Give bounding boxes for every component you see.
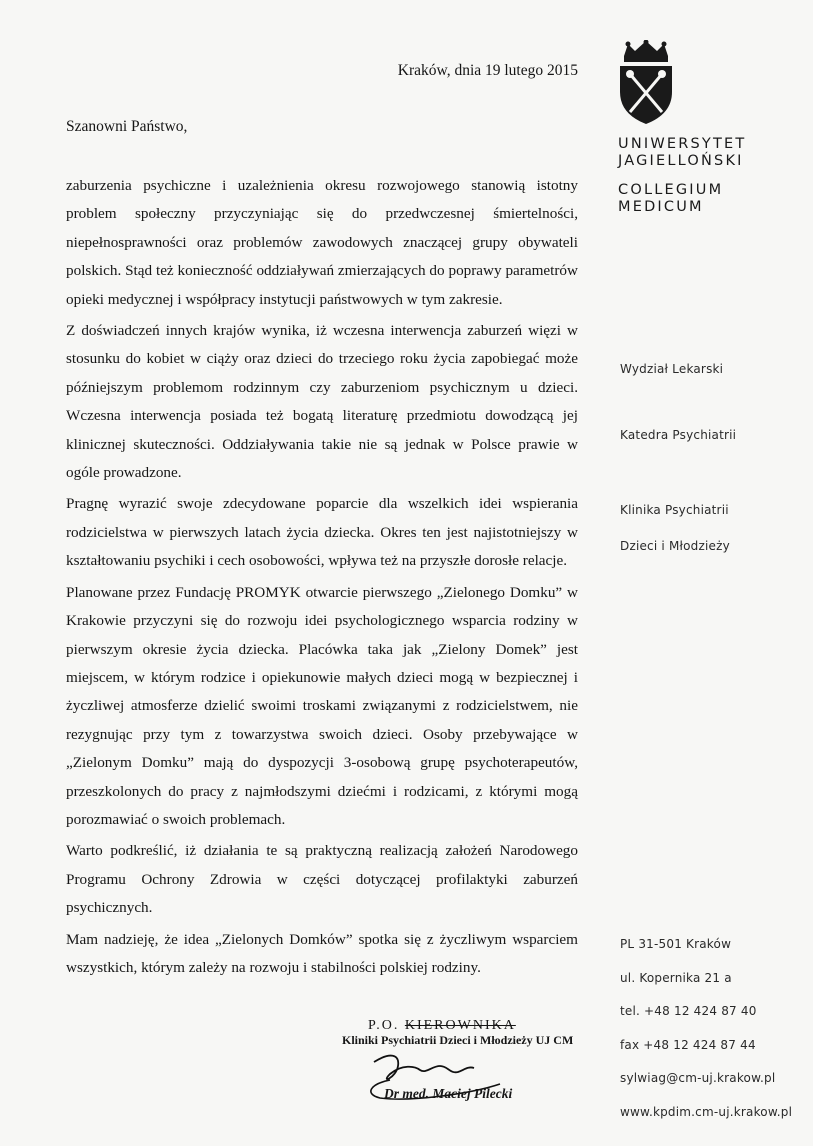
faculty-label: Wydział Lekarski <box>620 362 724 376</box>
signatory-name: Dr med. Maciej Pilecki <box>384 1086 513 1101</box>
contact-street: ul. Kopernika 21 a <box>620 970 732 985</box>
clinic-label <box>620 492 730 564</box>
contact-postal: PL 31-501 Kraków <box>620 937 732 951</box>
university-line-1: UNIWERSYTET <box>618 136 747 152</box>
stamp-struck-text: KIEROWNIKA <box>404 1018 516 1033</box>
clinic-line-1: Klinika Psychiatrii <box>620 503 729 517</box>
paragraph-4: Planowane przez Fundację PROMYK otwarcie pierwszego „Zielonego Domku” w Krakowie przyczyni się do rozwoju idei psychologicznego wsparcia rodziny w pierwszym okresie życia dziecka. Placówka taka jak „Zielony Domek” jest miejscem, w którym rodzice i opiekunowie małych dzieci mogą w bezpiecznej i życzliwej atmosferze dzielić swoimi troskami związanymi z rodzicielstwem, nie rezygnując przy tym z towarzystwa swoich dzieci. Osoby przebywające w „Zielonym Domku” mają do dyspozycji 3-osobową grupę psychoterapeutów, przeszkolonych do pracy z najmłodszymi dziećmi i rodzicami, z którymi mogą porozmawiać o swoich problemach. <box>66 583 578 828</box>
university-line-2: JAGIELLOŃSKI <box>618 153 744 169</box>
department-label: Katedra Psychiatrii <box>620 428 737 442</box>
paragraph-3: Pragnę wyrazić swoje zdecydowane poparcie dla wszelkich idei wspierania rodzicielstwa w pierwszych latach życia dziecka. Okres ten jest najistotniejszy w kształtowaniu psychiki i cech osobowości, wpływa też na przyszłe dorosłe relacje. <box>66 495 578 570</box>
contact-block <box>620 928 792 1129</box>
paragraph-2: Z doświadczeń innych krajów wynika, iż wczesna interwencja zaburzeń więzi w stosunku do kobiet w ciąży oraz dzieci do trzeciego roku życia zapobiegać może późniejszym problemom rodzinnym czy zaburzeniom psychicznym u dzieci. Wczesna interwencja posiada też bogatą literaturę przedmiotu dowodzącą jej klinicznej skuteczności. Oddziaływania takie nie są jednak w Polsce prawie w ogóle prowadzone. <box>66 322 578 482</box>
university-name <box>618 136 746 216</box>
paragraph-5: Warto podkreślić, iż działania te są praktyczną realizacją założeń Narodowego Programu Ochrony Zdrowia w części dotyczącej profilaktyki zaburzeń psychicznych. <box>66 842 578 917</box>
paragraph-1: zaburzenia psychiczne i uzależnienia okresu rozwojowego stanowią istotny problem społeczny przyczyniając się do przedwczesnej śmiertelności, niepełnosprawności oraz problemów zawodowych znaczącej grupy obywateli polskich. Stąd też konieczność oddziaływań zmierzających do poprawy parametrów opieki medycznej i współpracy instytucji państwowych w tym zakresie. <box>66 177 578 308</box>
letter-greeting: Szanowni Państwo, <box>66 118 188 135</box>
letter-date: Kraków, dnia 19 lutego 2015 <box>397 62 578 79</box>
stamp-clinic: Kliniki Psychiatrii Dzieci i Młodzieży UJ CM <box>342 1033 574 1047</box>
contact-fax: fax +48 12 424 87 44 <box>620 1037 756 1052</box>
university-crest-icon <box>618 40 674 124</box>
stamp-title <box>368 1018 516 1034</box>
contact-tel: tel. +48 12 424 87 40 <box>620 1004 757 1018</box>
letter-body <box>66 172 578 985</box>
contact-email: sylwiag@cm-uj.krakow.pl <box>620 1071 776 1085</box>
college-line-1: COLLEGIUM <box>618 182 724 198</box>
signature-stamp <box>340 1016 580 1111</box>
contact-www: www.kpdim.cm-uj.krakow.pl <box>620 1104 793 1119</box>
stamp-prefix: P.O. <box>368 1018 400 1033</box>
clinic-line-2: Dzieci i Młodzieży <box>620 539 730 553</box>
college-line-2: MEDICUM <box>618 199 704 215</box>
paragraph-6: Mam nadzieję, że idea „Zielonych Domków” spotka się z życzliwym wsparciem wszystkich, którym zależy na rozwoju i stabilności polskiej rodziny. <box>66 930 578 976</box>
